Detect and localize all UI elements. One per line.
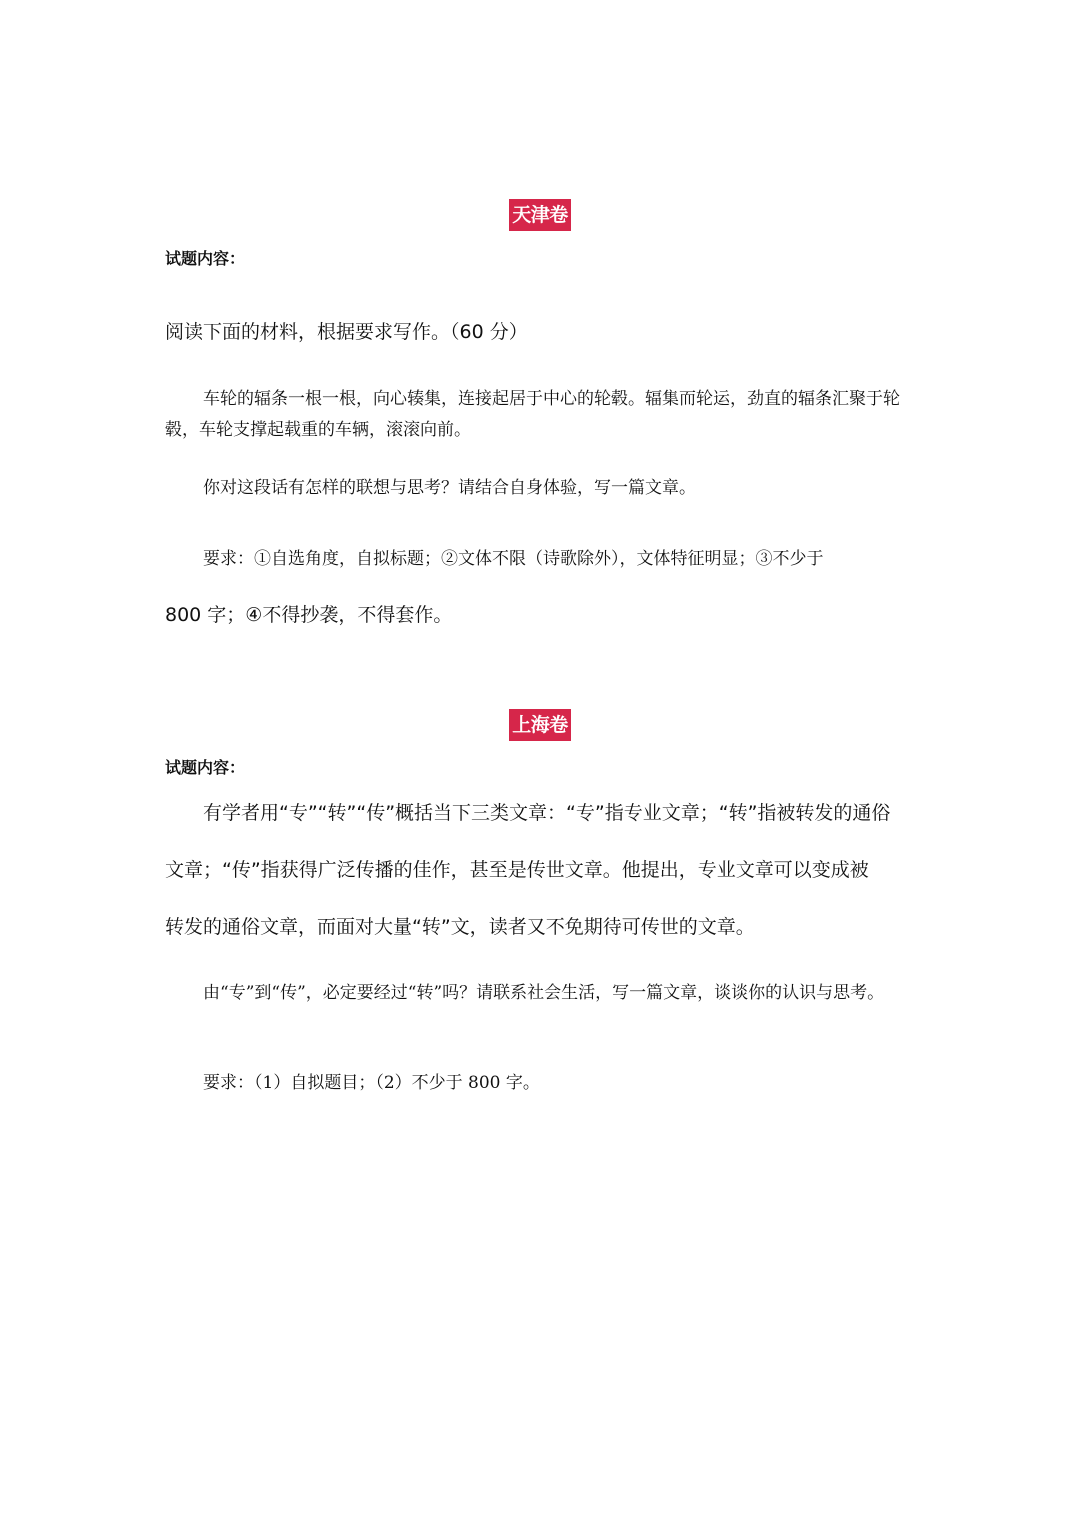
shanghai-prompt: 由“专”到“传”，必定要经过“转”吗？请联系社会生活，写一篇文章，谈谈你的认识与思考。 bbox=[203, 983, 885, 1003]
shanghai-heading: 试题内容： bbox=[165, 758, 246, 777]
tianjin-material: 车轮的辐条一根一根，向心辏集，连接起居于中心的轮毂。辐集而轮运，劲直的辐条汇聚于轮毂，车轮支撑起载重的车辆，滚滚向前。 bbox=[165, 389, 900, 440]
tianjin-requirements-line1: 要求：①自选角度，自拟标题；②文体不限（诗歌除外），文体特征明显；③不少于 bbox=[203, 549, 824, 569]
tianjin-instruction: 阅读下面的材料，根据要求写作。（60 分） bbox=[165, 321, 528, 343]
tianjin-heading: 试题内容： bbox=[165, 249, 246, 268]
tianjin-requirements-line2: 800 字；④不得抄袭，不得套作。 bbox=[165, 604, 453, 626]
shanghai-material-line1: 有学者用“专”“转”“传”概括当下三类文章：“专”指专业文章；“转”指被转发的通俗 bbox=[203, 802, 891, 824]
tianjin-badge: 天津卷 bbox=[509, 199, 571, 231]
shanghai-requirements: 要求：（1）自拟题目；（2）不少于 800 字。 bbox=[203, 1073, 540, 1093]
shanghai-badge: 上海卷 bbox=[509, 709, 571, 741]
shanghai-material-line3: 转发的通俗文章，而面对大量“转”文，读者又不免期待可传世的文章。 bbox=[165, 916, 755, 938]
tianjin-prompt: 你对这段话有怎样的联想与思考？请结合自身体验，写一篇文章。 bbox=[203, 478, 696, 498]
shanghai-material-line2: 文章；“传”指获得广泛传播的佳作，甚至是传世文章。他提出，专业文章可以变成被 bbox=[165, 859, 869, 881]
